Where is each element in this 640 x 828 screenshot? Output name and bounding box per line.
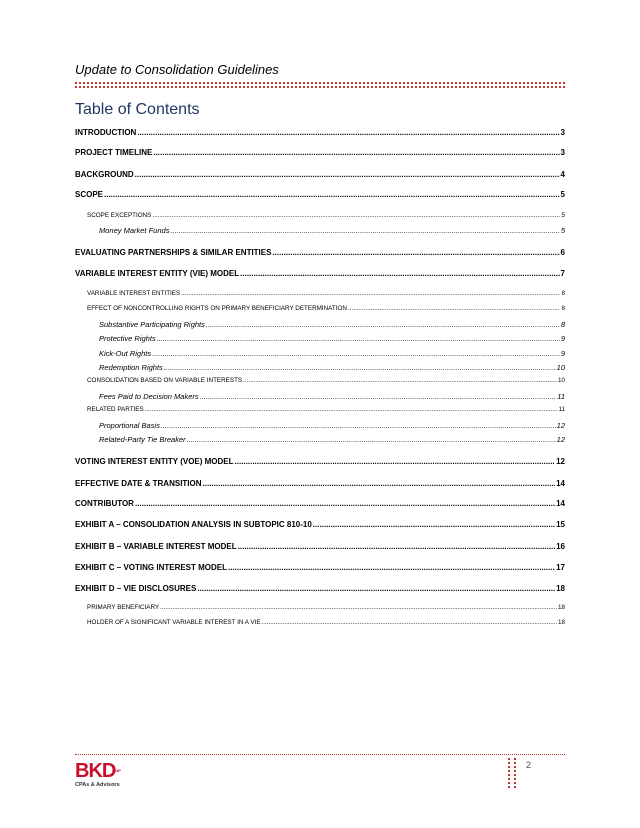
page-number: 2	[526, 760, 532, 770]
toc-leader-dots	[348, 305, 561, 312]
toc-leader-dots	[240, 269, 559, 278]
toc-entry-title: Redemption Rights	[99, 363, 163, 372]
logo-llp: LLP	[115, 768, 120, 773]
toc-entry-title: Related-Party Tie Breaker	[99, 435, 186, 444]
toc-entry-page: 18	[557, 619, 565, 626]
toc-entry-title: Money Market Funds	[99, 226, 170, 235]
toc-entry-page: 8	[561, 290, 565, 297]
toc-entry-page: 11	[558, 406, 565, 413]
toc-entry-title: EXHIBIT B – VARIABLE INTEREST MODEL	[75, 542, 237, 551]
toc-entry[interactable]	[87, 604, 565, 611]
toc-entry-title: Protective Rights	[99, 334, 156, 343]
toc-entry[interactable]	[99, 392, 565, 401]
toc-entry-page: 7	[560, 269, 565, 278]
toc-leader-dots	[200, 392, 557, 401]
toc-entry[interactable]	[87, 406, 565, 413]
toc-entry[interactable]	[87, 290, 565, 297]
toc-leader-dots	[243, 377, 557, 384]
toc-entry-page: 12	[556, 421, 565, 430]
toc-entry[interactable]	[99, 421, 565, 430]
toc-leader-dots	[235, 457, 556, 466]
toc-entry-title: Substantive Participating Rights	[99, 320, 205, 329]
toc-entry-title: Fees Paid to Decision Makers	[99, 392, 199, 401]
toc-leader-dots	[152, 212, 560, 219]
toc-entry-page: 5	[560, 190, 565, 199]
toc-entry[interactable]	[75, 584, 565, 593]
logo-tagline: CPAs & Advisors	[75, 782, 120, 788]
toc-leader-dots	[197, 584, 555, 593]
footer-vertical-divider	[508, 758, 516, 788]
document-header-title: Update to Consolidation Guidelines	[75, 62, 279, 77]
toc-leader-dots	[262, 619, 557, 626]
toc-entry-title: PROJECT TIMELINE	[75, 148, 153, 157]
toc-leader-dots	[152, 349, 560, 358]
toc-entry-title: EFFECT OF NONCONTROLLING RIGHTS ON PRIMARY BENEFICIARY DETERMINATION	[87, 305, 347, 312]
toc-leader-dots	[145, 406, 558, 413]
toc-leader-dots	[160, 604, 557, 611]
toc-entry-title: EVALUATING PARTNERSHIPS & SIMILAR ENTITIES	[75, 248, 272, 257]
toc-entry[interactable]	[75, 542, 565, 551]
toc-entry-page: 12	[556, 435, 565, 444]
toc-entry-title: HOLDER OF A SIGNIFICANT VARIABLE INTEREST IN A VIE	[87, 619, 261, 626]
toc-entry-title: EXHIBIT A – CONSOLIDATION ANALYSIS IN SUBTOPIC 810-10	[75, 520, 312, 529]
toc-entry[interactable]	[87, 305, 565, 312]
toc-entry-page: 10	[556, 363, 565, 372]
header-divider	[75, 82, 565, 84]
toc-entry-page: 15	[556, 520, 565, 529]
toc-entry-title: Proportional Basis	[99, 421, 160, 430]
toc-entry-title: RELATED PARTIES	[87, 406, 144, 413]
toc-entry-title: SCOPE	[75, 190, 104, 199]
toc-entry-page: 12	[556, 457, 565, 466]
toc-entry-title: EXHIBIT C – VOTING INTEREST MODEL	[75, 563, 228, 572]
toc-entry[interactable]	[75, 148, 565, 157]
toc-entry[interactable]	[75, 457, 565, 466]
toc-leader-dots	[206, 320, 560, 329]
toc-leader-dots	[313, 520, 555, 529]
toc-entry-page: 16	[556, 542, 565, 551]
toc-entry-title: EXHIBIT D – VIE DISCLOSURES	[75, 584, 197, 593]
toc-leader-dots	[137, 128, 559, 137]
header-divider-secondary	[75, 86, 565, 88]
toc-entry[interactable]	[75, 499, 565, 508]
toc-entry[interactable]	[75, 269, 565, 278]
toc-entry-page: 8	[560, 320, 565, 329]
toc-entry[interactable]	[75, 170, 565, 179]
toc-entry[interactable]	[99, 363, 565, 372]
toc-entry-page: 10	[557, 377, 565, 384]
toc-entry-page: 14	[556, 499, 565, 508]
toc-leader-dots	[181, 290, 560, 297]
toc-entry-page: 5	[561, 212, 565, 219]
toc-entry[interactable]	[75, 128, 565, 137]
toc-leader-dots	[170, 226, 559, 235]
toc-leader-dots	[104, 190, 560, 199]
toc-entry[interactable]	[75, 479, 565, 488]
toc-entry-page: 17	[556, 563, 565, 572]
toc-leader-dots	[157, 334, 560, 343]
toc-entry-page: 18	[557, 604, 565, 611]
toc-entry-page: 6	[560, 248, 565, 257]
toc-entry-page: 3	[560, 128, 565, 137]
logo-wordmark: BKD	[75, 760, 116, 782]
toc-entry-title: VARIABLE INTEREST ENTITIES	[87, 290, 181, 297]
toc-entry-title: PRIMARY BENEFICIARY	[87, 604, 160, 611]
toc-entry[interactable]	[87, 619, 565, 626]
toc-entry[interactable]	[87, 377, 565, 384]
toc-entry-page: 8	[561, 305, 565, 312]
toc-leader-dots	[187, 435, 556, 444]
toc-entry[interactable]	[75, 190, 565, 199]
toc-leader-dots	[135, 170, 560, 179]
toc-leader-dots	[153, 148, 559, 157]
toc-leader-dots	[135, 499, 555, 508]
toc-entry[interactable]	[87, 212, 565, 219]
toc-entry[interactable]	[75, 520, 565, 529]
toc-entry-page: 11	[557, 392, 565, 401]
toc-entry-page: 3	[560, 148, 565, 157]
toc-heading: Table of Contents	[75, 101, 200, 118]
toc-entry-page: 9	[560, 349, 565, 358]
toc-entry-title: VARIABLE INTEREST ENTITY (VIE) MODEL	[75, 269, 240, 278]
toc-leader-dots	[161, 421, 556, 430]
toc-entry-title: BACKGROUND	[75, 170, 134, 179]
toc-entry-page: 5	[560, 226, 565, 235]
toc-leader-dots	[203, 479, 556, 488]
toc-entry[interactable]	[99, 435, 565, 444]
toc-entry[interactable]	[75, 248, 565, 257]
toc-entry-title: Kick-Out Rights	[99, 349, 152, 358]
toc-entry[interactable]	[99, 226, 565, 235]
footer-divider	[75, 754, 565, 755]
toc-entry[interactable]	[99, 320, 565, 329]
toc-entry[interactable]	[99, 334, 565, 343]
toc-entry-title: CONTRIBUTOR	[75, 499, 134, 508]
toc-leader-dots	[228, 563, 555, 572]
toc-entry-title: VOTING INTEREST ENTITY (VOE) MODEL	[75, 457, 234, 466]
toc-leader-dots	[164, 363, 556, 372]
bkd-logo	[75, 761, 120, 788]
toc-entry-page: 9	[560, 334, 565, 343]
toc-entry[interactable]	[75, 563, 565, 572]
toc-entry-title: SCOPE EXCEPTIONS	[87, 212, 152, 219]
toc-entry-page: 14	[556, 479, 565, 488]
toc-entry-title: CONSOLIDATION BASED ON VARIABLE INTERESTS	[87, 377, 243, 384]
toc-entry-title: EFFECTIVE DATE & TRANSITION	[75, 479, 202, 488]
toc-leader-dots	[238, 542, 555, 551]
toc-entry-title: INTRODUCTION	[75, 128, 137, 137]
toc-entry-page: 4	[560, 170, 565, 179]
toc-leader-dots	[272, 248, 559, 257]
toc-entry-page: 18	[556, 584, 565, 593]
toc-entry[interactable]	[99, 349, 565, 358]
